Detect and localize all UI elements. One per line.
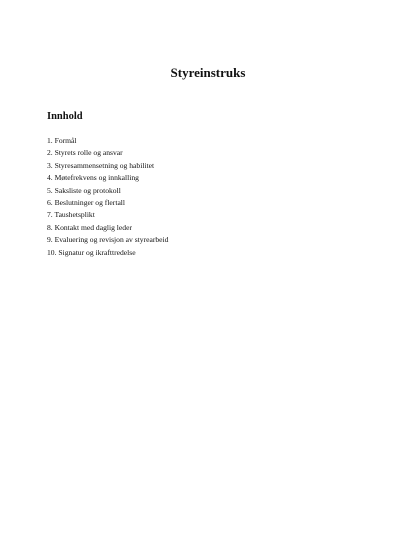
toc-item-styrets-rolle: 2. Styrets rolle og ansvar <box>47 148 123 158</box>
toc-item-saksliste: 5. Saksliste og protokoll <box>47 185 121 195</box>
toc-item-formal: 1. Formål <box>47 136 77 145</box>
toc-item-signatur: 10. Signatur og ikrafttredelse <box>47 247 136 257</box>
toc-item-motefrekvens: 4. Møtefrekvens og innkalling <box>47 173 139 183</box>
toc-item-beslutninger: 6. Beslutninger og flertall <box>47 198 126 208</box>
toc-item-taushetsplikt: 7. Taushetsplikt <box>47 210 95 220</box>
toc-item-styresammensetning: 3. Styresammensetning og habilitet <box>47 160 155 170</box>
toc-item-kontakt-daglig-leder: 8. Kontakt med daglig leder <box>47 222 132 232</box>
table-of-contents <box>47 135 168 259</box>
toc-heading: Innhold <box>47 111 83 122</box>
toc-item-evaluering: 9. Evaluering og revisjon av styrearbeid <box>47 235 169 245</box>
document-title: Styreinstruks <box>170 65 246 80</box>
